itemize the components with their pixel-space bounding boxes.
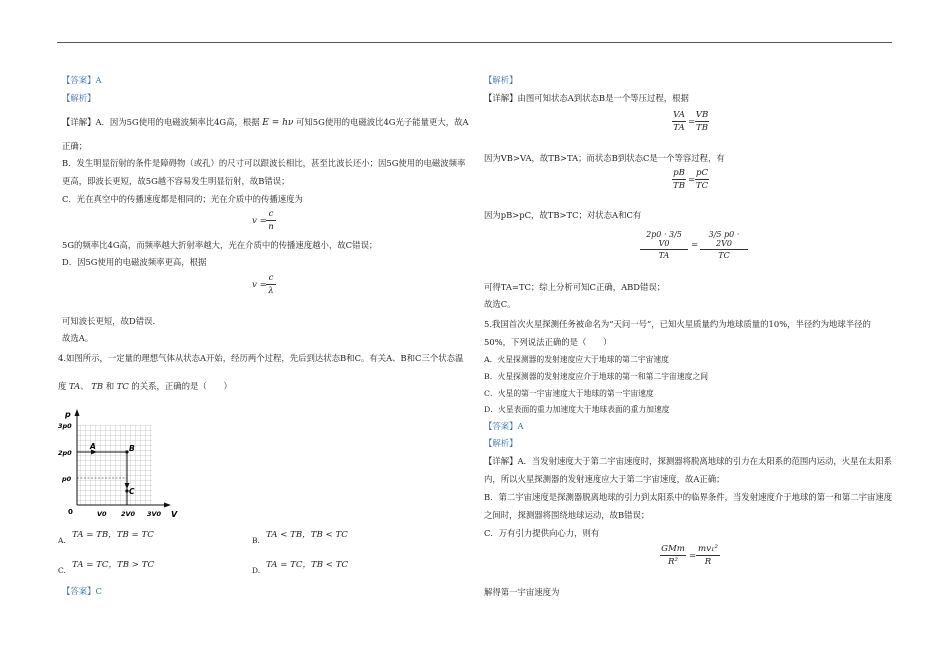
option-a-text[interactable]: TA = TB，TB = TC xyxy=(72,530,154,540)
q4-text-post: 的关系，正确的是（ ） xyxy=(131,381,232,391)
analysis-tag-2: 【解析】 xyxy=(484,75,518,85)
x-tick-v0: V0 xyxy=(97,510,107,518)
x-tick-2v0: 2V0 xyxy=(121,510,136,518)
frac-den: TB xyxy=(695,123,709,133)
frac-bar xyxy=(640,249,688,250)
explain-q5-line5: C．万有引力提供向心力，则有 xyxy=(484,528,600,538)
frac-bar xyxy=(660,555,686,556)
option-c-letter[interactable]: C. xyxy=(58,566,66,575)
frac-num: VA xyxy=(673,110,685,120)
equals-sign: = xyxy=(688,175,696,185)
explain-c-line1: C．光在真空中的传播速度都是相同的；光在介质中的传播速度为 xyxy=(62,194,303,204)
y-tick-3p0: 3p0 xyxy=(58,422,72,430)
explain-a-text: 【详解】A．因为5G使用的电磁波频率比4G高，根据 xyxy=(62,117,260,127)
frac-num: 3/5 p0 · 2V0 xyxy=(708,230,740,248)
equals-sign: = xyxy=(688,117,696,127)
temp-ta: TA xyxy=(69,381,81,391)
x-axis-arrow xyxy=(164,503,171,508)
point-c-label: C xyxy=(129,487,135,496)
answer-tag-2: 【答案】C xyxy=(62,586,102,596)
frac-bar xyxy=(266,220,276,221)
formula-e-hv: E = hν xyxy=(262,118,294,128)
formula-v-label: v = xyxy=(252,216,267,226)
q4-text: 度 xyxy=(58,381,67,391)
q5-option-a[interactable]: A．火星探测器的发射速度应大于地球的第二宇宙速度 xyxy=(484,355,669,364)
frac-num: pB xyxy=(673,168,685,178)
q4-and: 和 xyxy=(105,381,115,391)
conclusion-1: 故选A。 xyxy=(62,333,94,343)
frac-num: pC xyxy=(695,168,709,178)
frac-bar xyxy=(672,121,686,122)
frac-den: TC xyxy=(695,181,709,191)
temp-tb: TB xyxy=(91,381,104,391)
explain-q5-line6: 解得第一宇宙速度为 xyxy=(484,587,560,597)
formula-v-label-2: v = xyxy=(252,280,267,290)
frac-num: VB xyxy=(695,110,709,120)
frac-bar xyxy=(695,179,709,180)
question-4-line1: 4.如图所示，一定量的理想气体从状态A开始，经历两个过程，先后到达状态B和C。有关A、B和C三个状态温 xyxy=(58,353,464,363)
frac-num: c xyxy=(268,273,274,283)
explain-q5-line4: 之间时，探测器将围绕地球运动，故B错误； xyxy=(484,510,650,520)
frac-bar xyxy=(266,284,276,285)
explain-q5-line3: B．第二宇宙速度是探测器脱离地球的引力到太阳系中的临界条件，当发射速度介于地球的第一和第二宇宙速度 xyxy=(484,492,893,502)
frac-num: mv₁² xyxy=(698,544,718,554)
header-rule xyxy=(57,42,892,43)
frac-den: TA xyxy=(673,123,685,133)
explain-b-line2: 更高，即波长更短，故5G越不容易发生明显衍射，故B错误； xyxy=(62,176,290,186)
explain-d-line1: D．因5G使用的电磁波频率更高，根据 xyxy=(62,257,207,267)
pv-graph xyxy=(55,405,180,520)
explain-r-line4: 可得TA=TC；综上分析可知C正确，ABD错误； xyxy=(484,282,666,292)
frac-bar xyxy=(695,121,709,122)
analysis-tag-1: 【解析】 xyxy=(62,93,96,103)
y-axis-label: p xyxy=(65,410,71,419)
option-b-letter[interactable]: B. xyxy=(252,536,260,545)
question-5-line2: 50%，下列说法正确的是（ ） xyxy=(484,337,612,347)
q5-option-d[interactable]: D．火星表面的重力加速度大于地球表面的重力加速度 xyxy=(484,405,670,414)
explain-a-line2: 正确； xyxy=(62,141,88,151)
explain-q5-line2: 内，所以火星探测器的发射速度应大于第二宇宙速度，故A正确； xyxy=(484,474,725,484)
temp-tc: TC xyxy=(116,381,129,391)
frac-den: TA xyxy=(658,251,670,260)
explain-b-line1: B．发生明显衍射的条件是障碍物（或孔）的尺寸可以跟波长相比，甚至比波长还小；因5G使用的电磁波频率 xyxy=(62,158,466,168)
equals-sign: = xyxy=(691,240,699,250)
question-4-line2 xyxy=(58,380,232,392)
x-tick-0: 0 xyxy=(68,508,73,516)
q5-option-c[interactable]: C．火星的第一宇宙速度大于地球的第一宇宙速度 xyxy=(484,389,654,398)
option-b-text[interactable]: TA < TB，TB < TC xyxy=(266,530,348,540)
y-axis-arrow xyxy=(75,409,80,416)
explain-r-line2: 因为VB>VA，故TB>TA；而状态B到状态C是一个等容过程，有 xyxy=(484,153,725,163)
formula-c-over-n xyxy=(266,209,276,232)
frac-bar xyxy=(700,249,748,250)
option-d-text[interactable]: TA = TC，TB < TC xyxy=(266,560,349,570)
explain-c-line2: 5G的频率比4G高，而频率越大折射率越大，光在介质中的传播速度越小，故C错误； xyxy=(62,240,378,250)
formula-c-over-lambda xyxy=(266,273,276,296)
frac-num: c xyxy=(268,209,274,219)
option-a-letter[interactable]: A. xyxy=(58,536,66,545)
explain-q5-line1: 【详解】A．当发射速度大于第二宇宙速度时，探测器将脱离地球的引力在太阳系的范围内运动，火星在太阳系 xyxy=(484,456,893,466)
option-c-text[interactable]: TA = TC，TB > TC xyxy=(72,560,155,570)
answer-tag-3: 【答案】A xyxy=(484,421,524,431)
frac-den: λ xyxy=(268,286,274,296)
equals-sign: = xyxy=(689,551,697,561)
frac-num: GMm xyxy=(661,544,685,554)
answer-tag-1: 【答案】A xyxy=(62,75,102,85)
q5-option-b[interactable]: B．火星探测器的发射速度应介于地球的第一和第二宇宙速度之间 xyxy=(484,372,709,381)
question-5-line1: 5.我国首次火星探测任务被命名为“天问一号”，已知火星质量约为地球质量的10%，半径约为地球半径的 xyxy=(484,319,871,329)
y-tick-p0: p0 xyxy=(62,475,72,483)
explain-r-line3: 因为pB>pC，故TB>TC；对状态A和C有 xyxy=(484,210,642,220)
frac-num: 2p0 · 3/5 V0 xyxy=(646,230,682,248)
conclusion-2: 故选C。 xyxy=(484,299,516,309)
frac-bar xyxy=(696,555,720,556)
x-axis-label: V xyxy=(171,510,178,519)
frac-den: R² xyxy=(668,557,678,567)
explain-d-line2: 可知波长更短，故D错误． xyxy=(62,316,161,326)
frac-den: TB xyxy=(672,181,686,191)
analysis-tag-3: 【解析】 xyxy=(484,438,518,448)
explain-a-line1 xyxy=(62,116,469,128)
x-tick-3v0: 3V0 xyxy=(147,510,162,518)
explain-a-text-b: 可知5G使用的电磁波比4G光子能量更大，故A xyxy=(296,117,469,127)
point-b-label: B xyxy=(129,444,135,453)
y-tick-2p0: 2p0 xyxy=(58,449,72,457)
explain-r-line1: 【详解】由图可知状态A到状态B是一个等压过程，根据 xyxy=(484,93,689,103)
option-d-letter[interactable]: D. xyxy=(252,566,261,575)
frac-den: R xyxy=(704,557,712,567)
frac-den: n xyxy=(268,222,274,232)
point-a-label: A xyxy=(90,442,96,451)
q4-sep: 、 xyxy=(80,381,89,391)
frac-den: TC xyxy=(718,251,730,260)
grid-area xyxy=(77,425,152,505)
frac-bar xyxy=(672,179,686,180)
